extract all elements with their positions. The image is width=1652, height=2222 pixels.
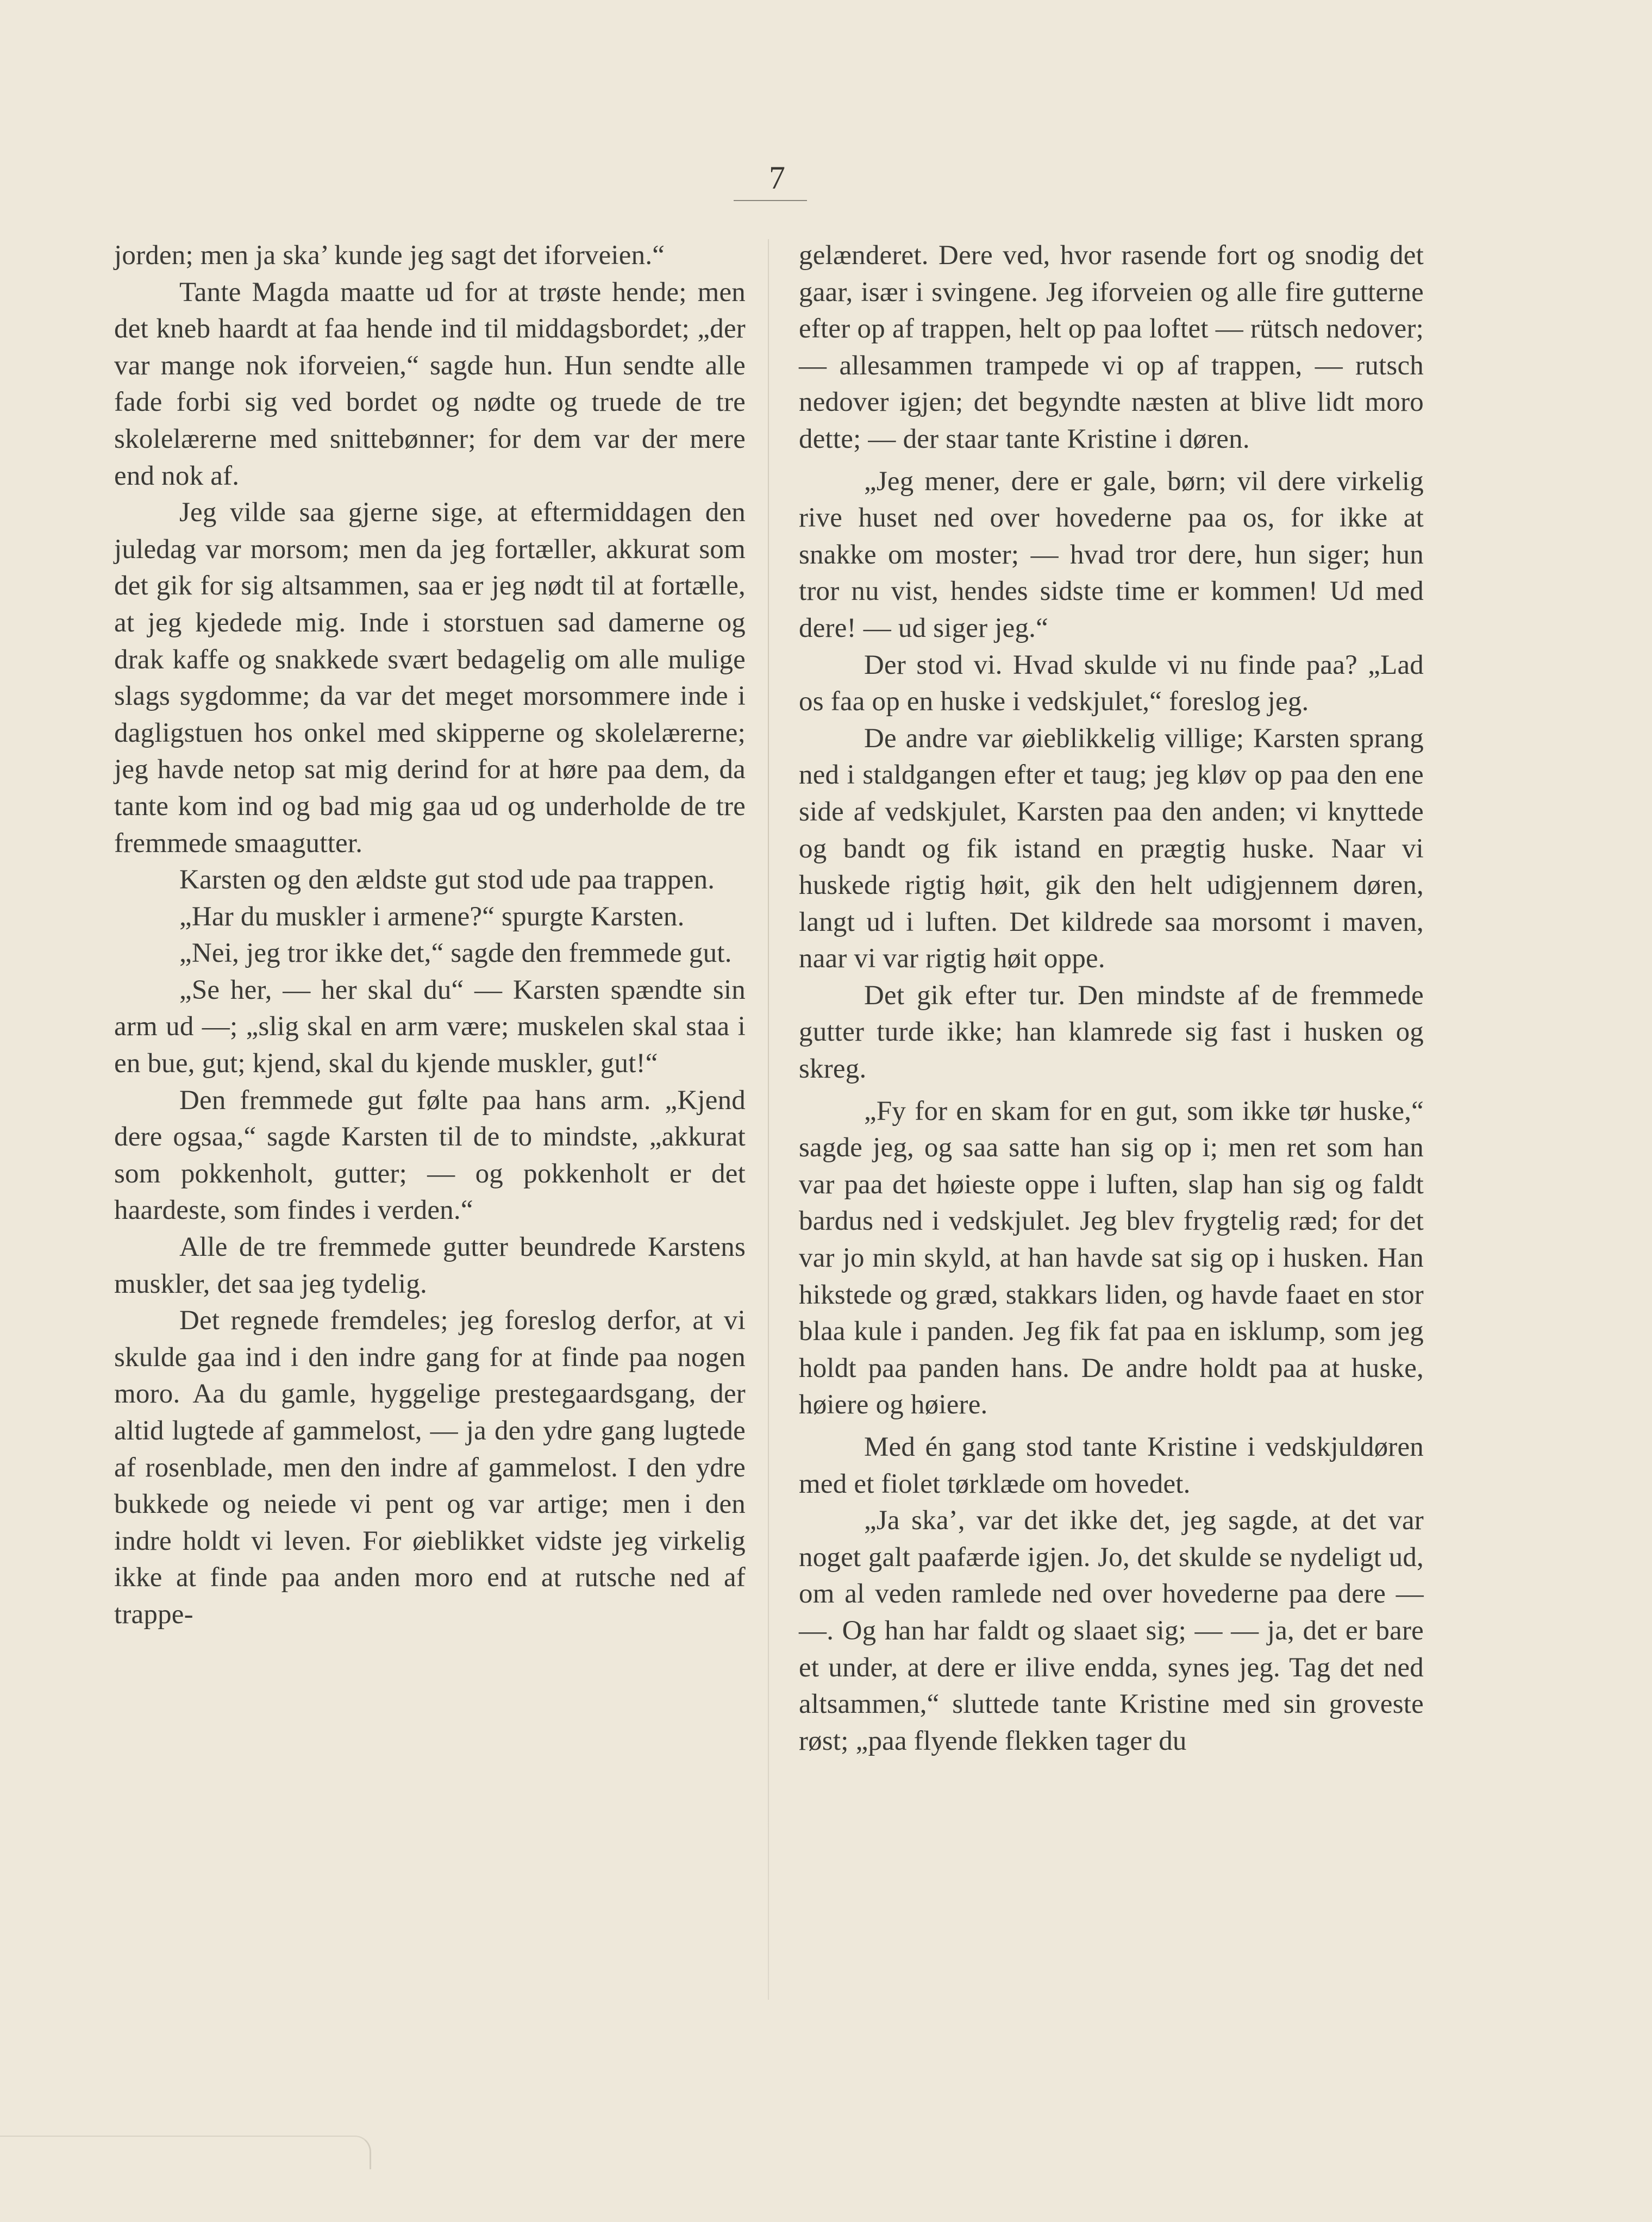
page-number: 7 [769, 160, 785, 196]
paragraph: „Jeg mener, dere er gale, børn; vil dere virkelig rive huset ned over hovederne paa os, for ikke at snakke om moster; — hvad tror dere, hun siger; hun tror nu vist, hendes sidste time er kommen! Ud med dere! — ud siger jeg.“ [799, 466, 1424, 643]
paragraph: De andre var øieblikkelig villige; Karsten sprang ned i staldgangen efter et taug; jeg kløv op paa den ene side af vedskjulet, Karsten paa den anden; vi knyttede og bandt og fik istand en prægtig huske. Naar vi huskede rigtig høit, gik den helt udigjennem døren, langt ud i luften. Det kildrede saa morsomt i maven, naar vi var rigtig høit oppe. [799, 723, 1424, 974]
paragraph: „Nei, jeg tror ikke det,“ sagde den fremmede gut. [179, 938, 732, 969]
paragraph: jorden; men ja ska’ kunde jeg sagt det iforveien.“ [114, 240, 665, 271]
paragraph: „Har du muskler i armene?“ spurgte Karsten. [179, 901, 685, 932]
paragraph: gelænderet. Dere ved, hvor rasende fort og snodig det gaar, især i svingene. Jeg iforveien og alle fire gutterne efter op af trappen, helt op paa loftet — rütsch nedover; — allesammen trampede vi op af trappen, — rutsch nedover igjen; det begyndte næsten at blive lidt moro dette; — der staar tante Kristine i døren. [799, 240, 1424, 454]
paragraph: Tante Magda maatte ud for at trøste hende; men det kneb haardt at faa hende ind til middagsbordet; „der var mange nok iforveien,“ sagde hun. Hun sendte alle fade forbi sig ved bordet og nødte og truede de tre skolelærerne med snittebønner; for dem var der mere end nok af. [114, 277, 746, 491]
paragraph: „Ja ska’, var det ikke det, jeg sagde, at det var noget galt paafærde igjen. Jo, det skulde se nydeligt ud, om al veden ramlede ned over hovederne paa dere — —. Og han har faldt og slaaet sig; — — ja, det er bare et under, at dere er ilive endda, synes jeg. Tag det ned altsammen,“ sluttede tante Kristine med sin groveste røst; „paa flyende flekken tager du [799, 1505, 1424, 1756]
paragraph: Med én gang stod tante Kristine i vedskjuldøren med et fiolet tørklæde om hovedet. [799, 1432, 1424, 1499]
right-column [799, 237, 1424, 1760]
paragraph: Jeg vilde saa gjerne sige, at eftermiddagen den juledag var morsom; men da jeg fortæller, akkurat som det gik for sig altsammen, saa er jeg nødt til at fortælle, at jeg kjedede mig. Inde i storstuen sad damerne og drak kaffe og snakkede svært bedagelig om alle mulige slags sygdomme; da var det meget morsommere inde i dagligstuen hos onkel med skipperne og skolelærerne; jeg havde netop sat mig derind for at høre paa dem, da tante kom ind og bad mig gaa ud og underholde de tre fremmede smaagutter. [114, 497, 746, 859]
paragraph: Det gik efter tur. Den mindste af de fremmede gutter turde ikke; han klamrede sig fast i husken og skreg. [799, 980, 1424, 1085]
paragraph: Der stod vi. Hvad skulde vi nu finde paa? „Lad os faa op en huske i vedskjulet,“ foreslog jeg. [799, 649, 1424, 717]
paragraph: Det regnede fremdeles; jeg foreslog derfor, at vi skulde gaa ind i den indre gang for at finde paa nogen moro. Aa du gamle, hyggelige prestegaardsgang, der altid lugtede af gammelost, — ja den ydre gang lugtede af rosenblade, men den indre af gammelost. I den ydre bukkede og neiede vi pent og var artige; men i den indre holdt vi leven. For øieblikket vidste jeg virkelig ikke at finde paa anden moro end at rutsche ned af trappe- [114, 1305, 746, 1630]
left-column [114, 237, 746, 1633]
page-number-rule [734, 200, 807, 201]
paragraph: Den fremmede gut følte paa hans arm. „Kjend dere ogsaa,“ sagde Karsten til de to mindste, „akkurat som pokkenholt, gutter; — og pokkenholt er det haardeste, som findes i verden.“ [114, 1085, 746, 1226]
paragraph: Alle de tre fremmede gutter beundrede Karstens muskler, det saa jeg tydelig. [114, 1232, 746, 1299]
column-divider [768, 239, 769, 2000]
paragraph: Karsten og den ældste gut stod ude paa trappen. [179, 865, 715, 896]
page-corner-mark [0, 2136, 371, 2169]
paragraph: „Se her, — her skal du“ — Karsten spændte sin arm ud —; „slig skal en arm være; muskelen skal staa i en bue, gut; kjend, skal du kjende muskler, gut!“ [114, 974, 746, 1079]
paragraph: „Fy for en skam for en gut, som ikke tør huske,“ sagde jeg, og saa satte han sig op i; men ret som han var paa det høieste oppe i luften, slap han sig og faldt bardus ned i vedskjulet. Jeg blev frygtelig ræd; for det var jo min skyld, at han havde sat sig op i husken. Han hikstede og græd, stakkars liden, og havde faaet en stor blaa kule i panden. Jeg fik fat paa en isklump, som jeg holdt paa panden hans. De andre holdt paa at huske, høiere og høiere. [799, 1096, 1424, 1420]
